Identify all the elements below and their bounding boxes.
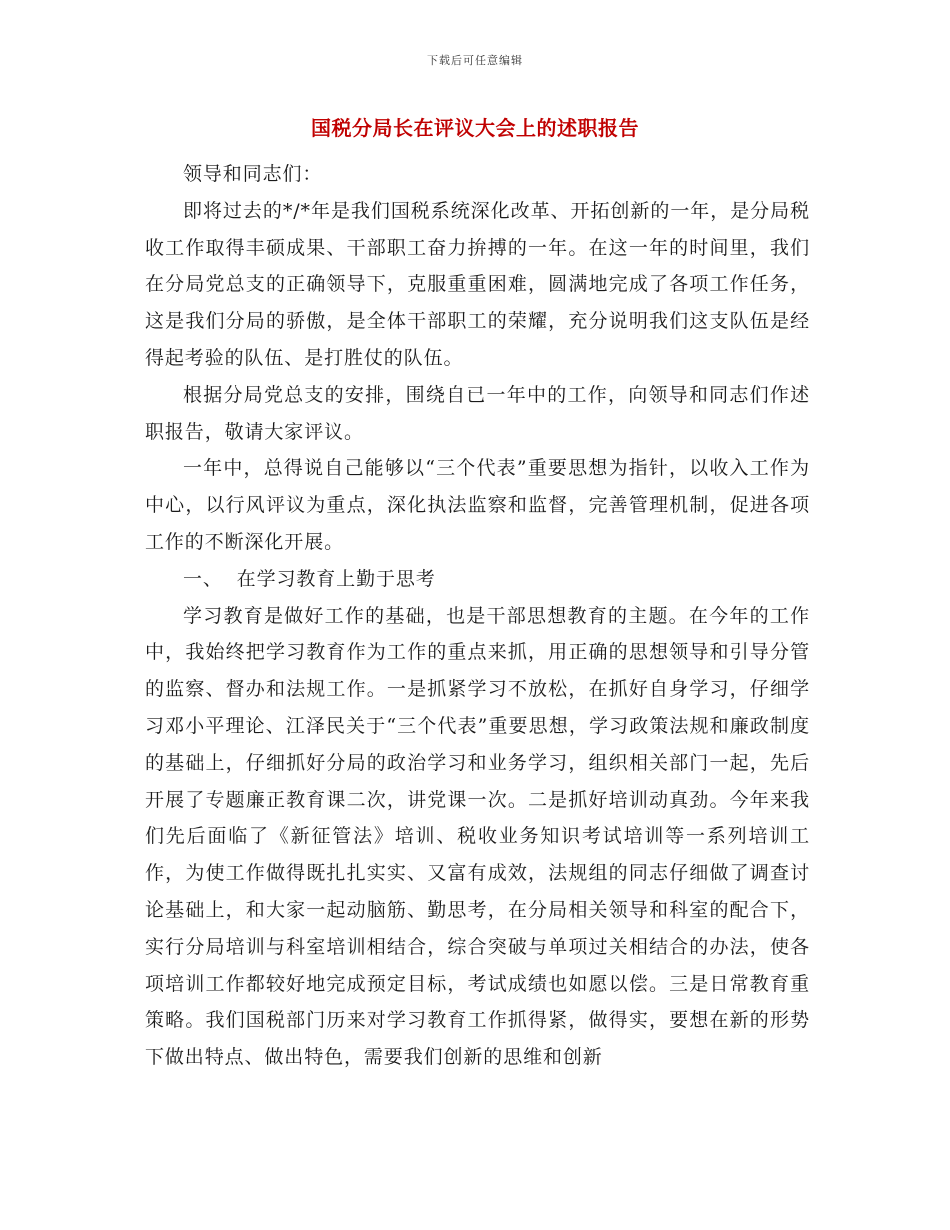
paragraph-study-education: 学习教育是做好工作的基础，也是干部思想教育的主题。在今年的工作中，我始终把学习教育作为工作的重点来抓，用正确的思想领导和引导分管的监察、督办和法规工作。一是抓紧学习不放松，在抓好自身学习，仔细学习邓小平理论、江泽民关于“三个代表”重要思想，学习政策法规和廉政制度的基础上，仔细抓好分局的政治学习和业务学习，组织相关部门一起，先后开展了专题廉正教育课二次，讲党课一次。二是抓好培训动真劲。今年来我们先后面临了《新征管法》培训、税收业务知识考试培训等一系列培训工作，为使工作做得既扎扎实实、又富有成效，法规组的同志仔细做了调查讨论基础上，和大家一起动脑筋、勤思考，在分局相关领导和科室的配合下，实行分局培训与科室培训相结合，综合突破与单项过关相结合的办法，使各项培训工作都较好地完成预定目标，考试成绩也如愿以偿。三是日常教育重策略。我们国税部门历来对学习教育工作抓得紧，做得实，要想在新的形势下做出特点、做出特色，需要我们创新的思维和创新	[145, 604, 810, 1069]
document-body	[145, 156, 810, 1076]
page-header-note: 下载后可任意编辑	[427, 54, 523, 67]
salutation: 领导和同志们：	[183, 163, 323, 185]
paragraph-intro: 即将过去的*/*年是我们国税系统深化改革、开拓创新的一年，是分局税收工作取得丰硕成果、干部职工奋力拚搏的一年。在这一年的时间里，我们在分局党总支的正确领导下，克服重重困难，圆满地完成了各项工作任务，这是我们分局的骄傲，是全体干部职工的荣耀，充分说明我们这支队伍是经得起考验的队伍、是打胜仗的队伍。	[145, 199, 810, 369]
document-title: 国税分局长在评议大会上的述职报告	[311, 116, 639, 140]
section-heading: 一、 在学习教育上勤于思考	[183, 567, 436, 590]
paragraph-summary: 一年中，总得说自己能够以“三个代表”重要思想为指针，以收入工作为中心，以行风评议为重点，深化执法监察和监督，完善管理机制，促进各项工作的不断深化开展。	[145, 457, 810, 553]
paragraph-report-arrangement: 根据分局党总支的安排，围绕自已一年中的工作，向领导和同志们作述职报告，敬请大家评议。	[145, 383, 810, 443]
